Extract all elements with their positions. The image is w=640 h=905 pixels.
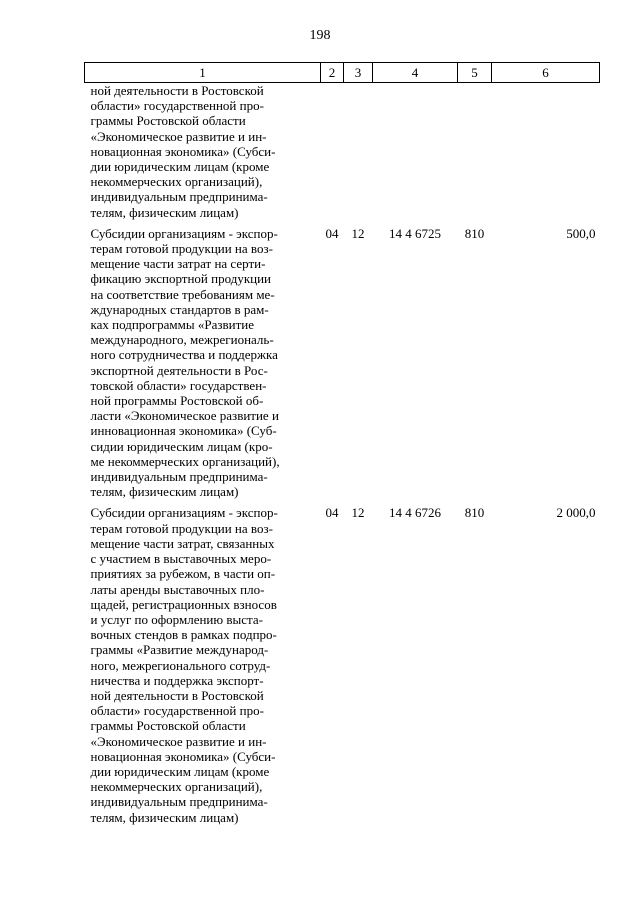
header-col-2: 2 [321, 63, 344, 83]
row-amount: 500,0 [566, 225, 596, 241]
row-section: 04 [325, 225, 339, 241]
row-expense-type [458, 83, 492, 220]
row-expense-type: 810 [464, 505, 485, 521]
row-amount [492, 83, 600, 220]
table-row [85, 499, 600, 824]
row-description: ной деятельности в Ростовской области» государственной про- граммы Ростовской области «Экономическое развитие и ин- новационная экономика» (Субси- дии юридическим лицам (кроме некоммерческих организаций), индивидуальным предпринима- телям, физическим лицам) [90, 83, 276, 220]
table-row [85, 220, 600, 500]
row-subsection: 12 [351, 505, 365, 521]
row-section: 04 [325, 505, 339, 521]
row-amount: 2 000,0 [556, 505, 596, 521]
header-row [85, 63, 600, 83]
header-col-4: 4 [373, 63, 458, 83]
row-subsection [344, 83, 373, 220]
page-number: 198 [309, 28, 331, 43]
header-col-5: 5 [458, 63, 492, 83]
row-subsection: 12 [351, 225, 365, 241]
row-target-code: 14 4 6725 [389, 225, 441, 241]
table-row [85, 83, 600, 220]
row-expense-type: 810 [464, 225, 485, 241]
row-description: Субсидии организациям - экспор- терам готовой продукции на воз- мещение части затрат на серти- фикацию экспортной продукции на соответствие требованиям ме- ждународных стандартов в рам- ках подпрограммы «Развитие международного, межрегиональ- ного сотрудничества и поддержка экспортной деятельности в Рос- товской области» государствен- ной программы Ростовской об- ласти «Экономическое развитие и инновационная экономика» (Суб- сидии юридическим лицам (кро- ме некоммерческих организаций), индивидуальным предпринима- телям, физическим лицам) [90, 225, 280, 500]
table-header [85, 63, 600, 83]
budget-table [84, 62, 600, 825]
row-description: Субсидии организациям - экспор- терам готовой продукции на воз- мещение части затрат, связанных с участием в выставочных меро- приятиях за рубежом, в части оп- латы аренды выставочных пло- щадей, регистрационных взносов и услуг по оформлению выста- вочных стендов в рамках подпро- граммы «Развитие международ- ного, межрегионального сотруд- ничества и поддержка экспорт- ной деятельности в Ростовской области» государственной про- граммы Ростовской области «Экономическое развитие и ин- новационная экономика» (Субси- дии юридическим лицам (кроме некоммерческих организаций), индивидуальным предпринима- телям, физическим лицам) [90, 505, 278, 825]
header-col-6: 6 [492, 63, 600, 83]
header-col-3: 3 [344, 63, 373, 83]
row-section [321, 83, 344, 220]
row-target-code: 14 4 6726 [389, 505, 441, 521]
row-target-code [373, 83, 458, 220]
header-col-1: 1 [85, 63, 321, 83]
table-body [85, 83, 600, 825]
